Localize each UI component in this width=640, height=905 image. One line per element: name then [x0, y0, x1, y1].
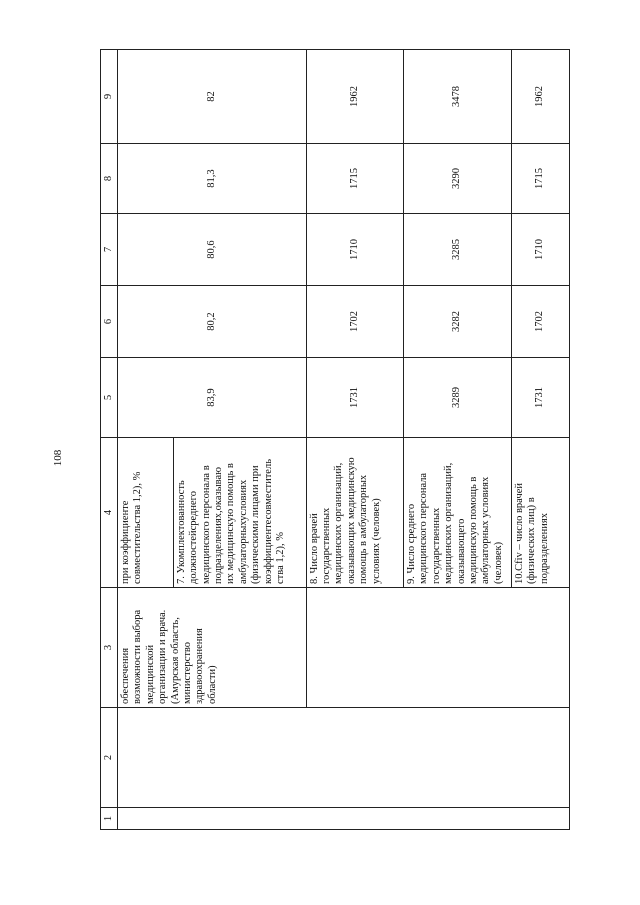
value-cell: 80,2 [118, 286, 307, 358]
value-cell: 3285 [404, 214, 512, 286]
col2-cell [118, 708, 570, 808]
header-cell: 8 [101, 144, 118, 214]
rotated-table-wrapper [100, 50, 570, 830]
value-cell: 1715 [306, 144, 403, 214]
value-cell: 1962 [511, 50, 569, 144]
value-cell: 81,3 [118, 144, 307, 214]
table-row [118, 50, 174, 830]
value-cell: 1731 [511, 358, 569, 438]
row-label: 10.Сfiv – число врачей (физических лиц) в подразделениях [511, 438, 569, 588]
value-cell: 1731 [306, 358, 403, 438]
row-label: при коэффициенте совместительства 1,2), % [118, 438, 174, 588]
header-cell: 2 [101, 708, 118, 808]
value-cell: 1715 [511, 144, 569, 214]
header-row [101, 50, 118, 830]
value-cell: 1710 [511, 214, 569, 286]
col3-empty-cell [306, 588, 569, 708]
col3-cell: обеспечения возможности выбора медицинской организации и врача. (Амурская область, министерство здравоохранения области) [118, 588, 307, 708]
value-cell: 3282 [404, 286, 512, 358]
header-cell: 7 [101, 214, 118, 286]
header-cell: 4 [101, 438, 118, 588]
value-cell: 3478 [404, 50, 512, 144]
value-cell: 82 [118, 50, 307, 144]
page-number: 108 [52, 449, 64, 467]
row-label: 9. Число среднего медицинского персонала государственных медицинских организаций, оказывающего медицинскую помощь в амбулаторных условиях (человек) [404, 438, 512, 588]
value-cell: 1710 [306, 214, 403, 286]
row-label: 8. Число врачей государственных медицинских организаций, оказывающих медицинскую помощь в амбулаторных условиях (человек) [306, 438, 403, 588]
header-cell: 1 [101, 808, 118, 830]
header-cell: 3 [101, 588, 118, 708]
data-table [100, 49, 570, 830]
value-cell: 80,6 [118, 214, 307, 286]
value-cell: 3290 [404, 144, 512, 214]
col1-cell [118, 808, 570, 830]
row-label: 7. Укомплектованность должностейсреднего медицинского персонала в подразделениях,оказываю их медицинскую помощь в амбулаторныхусловиях (физическими лицами при коэффициентесовместитель ства 1,2), % [173, 438, 306, 588]
value-cell: 3289 [404, 358, 512, 438]
header-cell: 6 [101, 286, 118, 358]
value-cell: 1962 [306, 50, 403, 144]
value-cell: 1702 [511, 286, 569, 358]
rotated-table-stage [100, 50, 570, 830]
header-cell: 9 [101, 50, 118, 144]
value-cell: 1702 [306, 286, 403, 358]
value-cell: 83,9 [118, 358, 307, 438]
header-cell: 5 [101, 358, 118, 438]
